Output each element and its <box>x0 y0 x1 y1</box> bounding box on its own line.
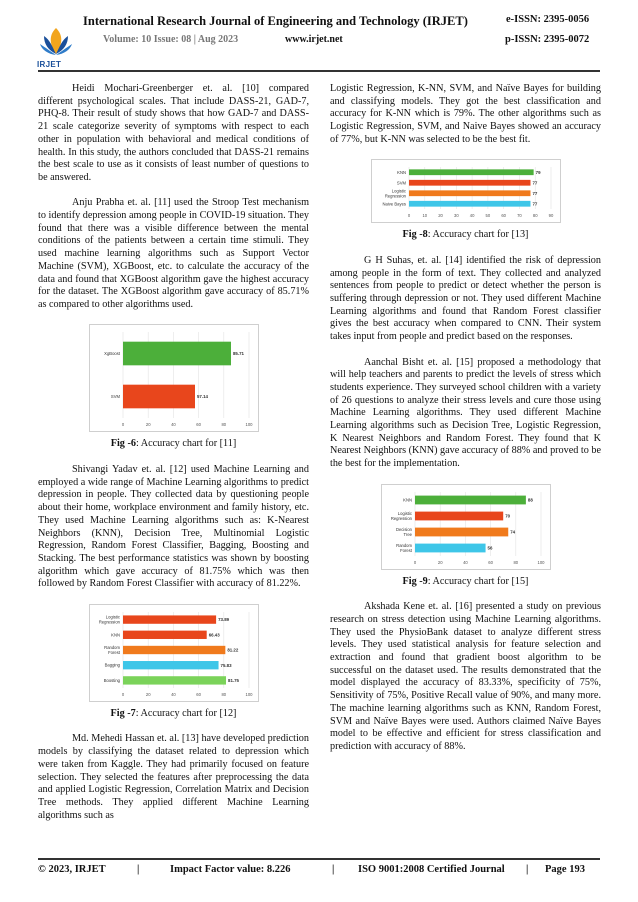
category-label: Regression <box>98 619 120 625</box>
fig7-chart <box>89 604 259 702</box>
footer-divider <box>38 858 600 860</box>
footer-separator: | <box>526 864 529 875</box>
x-tick-label: 10 <box>421 213 427 219</box>
data-label: 77 <box>531 201 537 207</box>
fig-label: Fig -9 <box>402 575 428 587</box>
x-tick-label: 0 <box>121 691 124 697</box>
bar <box>123 661 219 669</box>
x-tick-label: 0 <box>121 422 124 428</box>
fig-label: Fig -6 <box>110 438 136 450</box>
data-label: 70 <box>504 513 510 519</box>
x-tick-label: 40 <box>170 422 176 428</box>
bar <box>123 342 231 366</box>
data-label: 77 <box>531 191 537 197</box>
data-label: 81.75 <box>227 677 239 683</box>
eissn: e-ISSN: 2395-0056 <box>506 14 590 25</box>
footer-iso: ISO 9001:2008 Certified Journal <box>358 864 505 875</box>
x-tick-label: 80 <box>512 559 518 565</box>
paragraph: Anju Prabha et. al. [11] used the Stroop Test mechanism to identify depression among people in COVID-19 situation. They found that there was a visible difference between the mental conditions of the patients between a certain time stimuli. They used machine learning algorithms such as Support Vector Machine (SVM), XGBoost, etc. to calculate the accuracy of the data and found that XGBoost algorithm gave the highest accuracy for the dataset. The XGBoost algorithm gave accuracy of 85.71% as compared to other algorithms used. <box>38 197 309 310</box>
category-label: Bagging <box>104 662 120 668</box>
footer-impact-factor: Impact Factor value: 8.226 <box>170 864 291 875</box>
logo-text: IRJET <box>37 60 62 69</box>
bar <box>409 180 530 186</box>
x-tick-label: 20 <box>437 559 443 565</box>
paragraph: G H Suhas, et. al. [14] identified the risk of depression among people in the form of text. They collected and analyzed sentences from people to predict or detect whether the person is suffering through depression or not. They used different Machine Learning algorithms and found that Random Forest classifier gives the best accuracy when compared to CNN. Their system takes input from people and predict based on the responses. <box>330 254 601 343</box>
bar <box>415 495 526 504</box>
fig-caption-text: : Accuracy chart for [11] <box>135 438 237 450</box>
fig-label: Fig -8 <box>402 229 428 241</box>
category-label: Random <box>103 644 120 650</box>
x-tick-label: 100 <box>537 559 544 565</box>
page-header <box>0 0 638 78</box>
category-label: SVM <box>110 394 120 400</box>
x-tick-label: 70 <box>516 213 522 219</box>
data-label: 75.83 <box>220 662 232 668</box>
category-label: KNN <box>402 497 412 503</box>
category-label: Decision <box>395 526 412 532</box>
category-label: Regression <box>390 515 412 521</box>
fig-label: Fig -7 <box>110 707 136 719</box>
paragraph: Akshada Kene et. al. [16] presented a study on previous research on stress detection using Machine Learning algorithms. They used the PhysioBank dataset to analyze different stress levels. They used statistical analysis for feature selection and extraction and found that gradient boost algorithm to be successful on the dataset used. The results demonstrated that the model displayed the accuracy of 83.33%, specificity of 75%, Sensitivity of 75%, Positive Recall value of 90%, and many more. The machine learning algorithms such as KNN, Random Forest, SVM and Naïve Bayes were used. Authors claimed Naïve Bayes model to be effective and efficient for stress classification and prediction with accuracy of 88%. <box>330 601 601 752</box>
bar <box>409 191 530 197</box>
paragraph: Aanchal Bisht et. al. [15] proposed a methodology that will help teachers and parents to predict the levels of stress which students experience. They surveyed school children with a variety of 26 questions to analyze their stress levels and cure those using Machine Learning algorithms. They used different Machine Learning algorithms such as Decision Tree, Logistic Regression, K Nearest Neighbors and Random Forest. They found that K Nearest Neighbors (KNN) gave accuracy of 88% and proved to be the best for the implementation. <box>330 356 601 470</box>
x-tick-label: 60 <box>500 213 506 219</box>
x-tick-label: 0 <box>407 213 410 219</box>
x-tick-label: 60 <box>195 422 201 428</box>
x-tick-label: 40 <box>170 691 176 697</box>
website: www.irjet.net <box>285 34 343 45</box>
category-label: Naive Bayes <box>381 201 406 207</box>
data-label: 73.89 <box>217 616 229 622</box>
x-tick-label: 40 <box>462 559 468 565</box>
category-label: KNN <box>396 169 406 175</box>
x-tick-label: 40 <box>469 213 474 219</box>
pissn: p-ISSN: 2395-0072 <box>505 34 590 45</box>
category-label: Forest <box>107 649 120 655</box>
footer-page-number: Page 193 <box>545 864 585 875</box>
category-label: Forest <box>399 547 412 553</box>
data-label: 88 <box>527 497 533 503</box>
fig9-chart <box>381 484 551 570</box>
left-column <box>38 83 309 822</box>
category-label: SVM <box>396 180 406 186</box>
category-label: Logistic <box>105 614 120 620</box>
bar <box>123 615 216 623</box>
category-label: Boosting <box>103 677 120 683</box>
data-label: 79 <box>535 170 541 176</box>
x-tick-label: 0 <box>413 559 416 565</box>
data-label: 81.22 <box>226 647 238 653</box>
footer-separator: | <box>332 864 335 875</box>
paragraph: Shivangi Yadav et. al. [12] used Machine Learning and employed a wide range of Machine Learning algorithms to predict depression in people. They collected data by questioning people about their home, workplace environment and family history, etc. They used Machine Learning algorithms such as: K-Nearest Neighbors (KNN), Decision Tree, Multinomial Logistic Regression, Random Forest Classifier, Bagging, Boosting and Stacking. The best performance statistics was shown by boosting algorithm which gave accuracy of 81.75% which was then followed by Random Forest Classifier with accuracy of 81.22%. <box>38 464 309 590</box>
bar <box>409 201 530 207</box>
data-label: 85.71 <box>232 351 244 357</box>
volume-info: Volume: 10 Issue: 08 | Aug 2023 <box>103 34 239 45</box>
paragraph: Heidi Mochari-Greenberger et. al. [10] compared different psychological scales. That include DASS-21, GAD-7, PHQ-8. Their result of study shows that how GAD-7 and DASS-21 scale categorize severity of symptoms with respect to each other in population with behavioral and medical conditions of health. In this study, the authors concluded that DASS-21 remains the best scale to use as it consists of least number of questions to be answered. <box>38 83 309 183</box>
category-label: KNN <box>110 632 120 638</box>
x-tick-label: 100 <box>245 691 252 697</box>
x-tick-label: 80 <box>220 422 226 428</box>
x-tick-label: 20 <box>437 213 443 219</box>
fig7-caption <box>38 708 309 721</box>
bar <box>415 511 503 520</box>
right-column <box>330 83 601 754</box>
bar <box>123 676 226 684</box>
bar <box>123 646 225 654</box>
bar <box>409 170 534 176</box>
category-label: Random <box>395 542 412 548</box>
fig-caption-text: : Accuracy chart for [12] <box>135 707 237 719</box>
header-divider <box>38 70 600 72</box>
journal-title: International Research Journal of Engineering and Technology (IRJET) <box>83 14 468 28</box>
data-label: 77 <box>531 180 537 186</box>
paragraph: Logistic Regression, K-NN, SVM, and Naïve Bayes for building and classifying models. They got the best classification and accuracy for K-NN which is 79%. The other algorithms such as Logistic Regression, SVM, and Naive Bayes showed an accuracy of 77%, but K-NN was selected to be the best fit. <box>330 83 601 145</box>
x-tick-label: 80 <box>532 213 538 219</box>
x-tick-label: 50 <box>485 213 490 219</box>
fig8-chart <box>371 159 561 223</box>
fig9-caption <box>330 576 601 589</box>
data-label: 57.14 <box>196 394 208 400</box>
footer-separator: | <box>137 864 140 875</box>
x-tick-label: 20 <box>145 422 151 428</box>
data-label: 56 <box>487 545 492 551</box>
category-label: Logistic <box>397 510 412 516</box>
category-label: Tree <box>403 531 412 537</box>
bar <box>415 543 486 552</box>
category-label: Logistic <box>391 188 406 194</box>
fig6-chart <box>89 324 259 432</box>
x-tick-label: 90 <box>548 213 553 219</box>
fig-caption-text: : Accuracy chart for [15] <box>427 575 529 587</box>
fig-caption-text: : Accuracy chart for [13] <box>427 229 529 241</box>
bar <box>123 385 195 409</box>
data-label: 74 <box>509 529 515 535</box>
bar <box>415 527 508 536</box>
x-tick-label: 60 <box>195 691 201 697</box>
fig6-caption <box>38 438 309 451</box>
category-label: Regression <box>384 193 406 199</box>
x-tick-label: 20 <box>145 691 151 697</box>
data-label: 66.43 <box>208 632 220 638</box>
x-tick-label: 80 <box>220 691 226 697</box>
fig8-caption <box>330 229 601 242</box>
chart-frame <box>89 325 258 432</box>
x-tick-label: 30 <box>453 213 459 219</box>
category-label: XgBoost <box>103 351 120 357</box>
bar <box>123 630 207 638</box>
x-tick-label: 60 <box>487 559 493 565</box>
footer-copyright: © 2023, IRJET <box>38 864 106 875</box>
paragraph: Md. Mehedi Hassan et. al. [13] have developed prediction models by classifying the dataset related to depression which were taken from Kaggle. They had primarily focused on feature selection. They selected the features after preprocessing the data and applied Logistic Regression, Correlation Matrix and Decision Tree methods. They applied different Machine Learning algorithms such as <box>38 733 309 821</box>
x-tick-label: 100 <box>245 422 252 428</box>
